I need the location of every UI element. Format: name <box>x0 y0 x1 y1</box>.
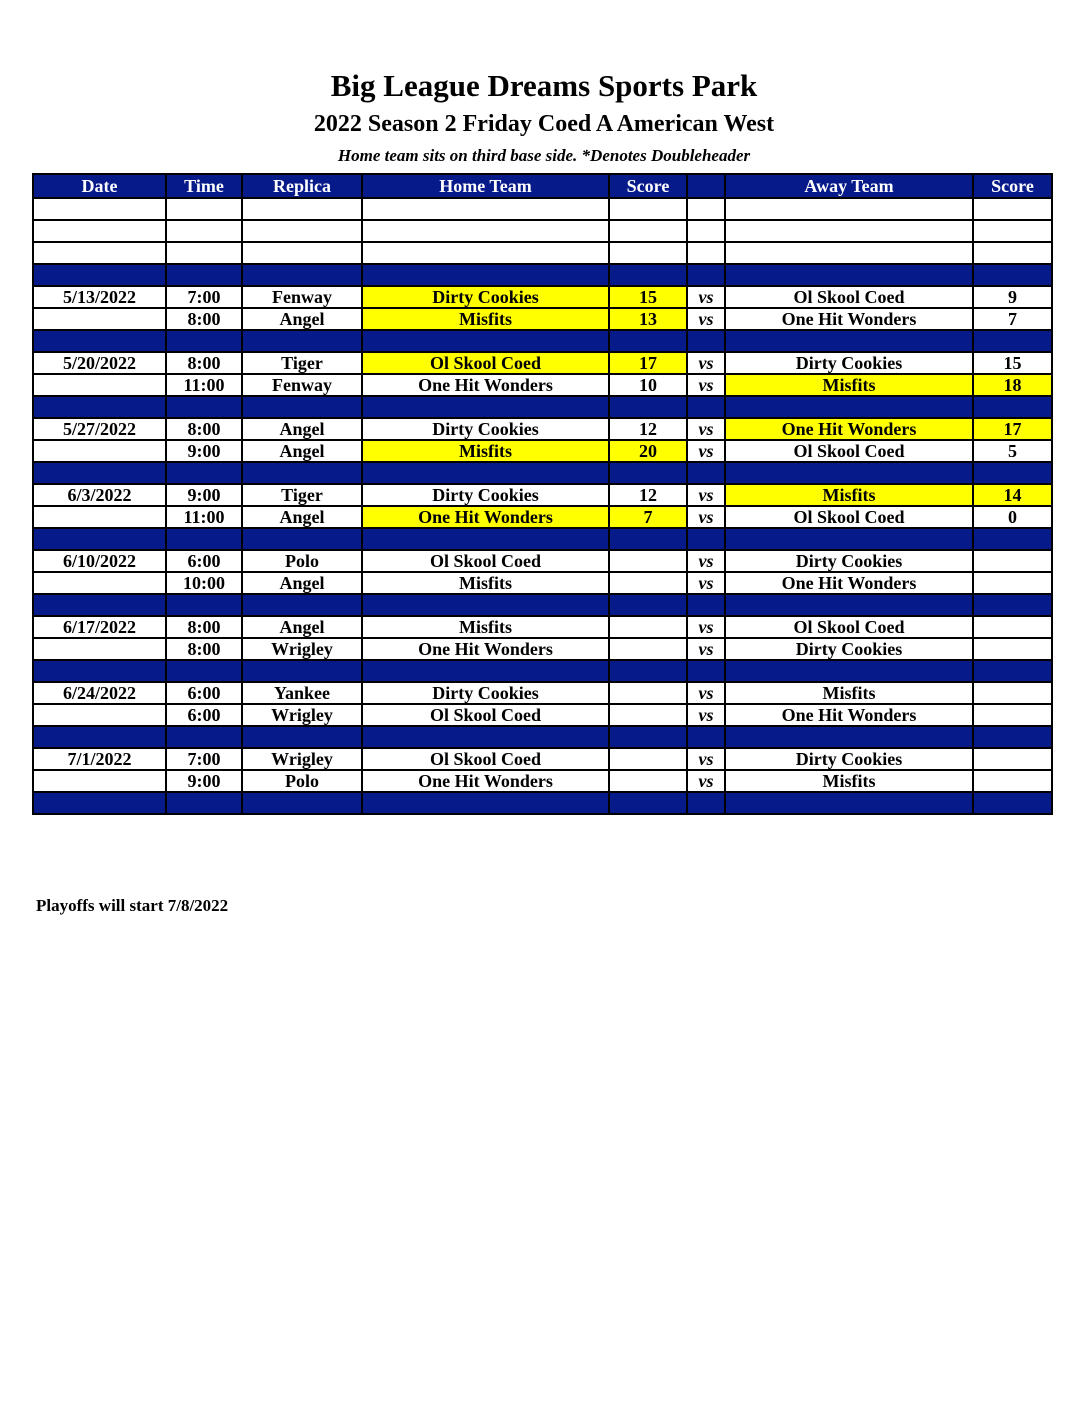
date-cell <box>33 572 166 594</box>
replica-cell <box>242 726 362 748</box>
away-team-cell: Ol Skool Coed <box>725 440 973 462</box>
date-cell <box>33 220 166 242</box>
vs-cell <box>687 264 725 286</box>
col-header-home-team: Home Team <box>362 174 609 198</box>
time-cell <box>166 396 242 418</box>
game-row <box>33 638 1052 660</box>
home-score-cell <box>609 792 687 814</box>
home-score-cell <box>609 616 687 638</box>
vs-cell: vs <box>687 748 725 770</box>
time-cell: 7:00 <box>166 748 242 770</box>
date-cell <box>33 308 166 330</box>
date-cell <box>33 462 166 484</box>
vs-cell <box>687 528 725 550</box>
schedule-table <box>32 173 1053 815</box>
away-team-cell: Ol Skool Coed <box>725 506 973 528</box>
home-score-cell <box>609 682 687 704</box>
date-cell: 6/10/2022 <box>33 550 166 572</box>
home-team-cell <box>362 264 609 286</box>
home-score-cell <box>609 594 687 616</box>
home-score-cell: 20 <box>609 440 687 462</box>
home-score-cell <box>609 330 687 352</box>
date-cell <box>33 792 166 814</box>
home-team-cell <box>362 660 609 682</box>
away-score-cell <box>973 330 1052 352</box>
home-team-cell <box>362 198 609 220</box>
home-team-cell: Dirty Cookies <box>362 682 609 704</box>
away-score-cell <box>973 220 1052 242</box>
time-cell <box>166 528 242 550</box>
blank-row <box>33 198 1052 220</box>
home-team-cell: Dirty Cookies <box>362 418 609 440</box>
time-cell <box>166 462 242 484</box>
replica-cell: Tiger <box>242 352 362 374</box>
home-score-cell <box>609 198 687 220</box>
replica-cell: Angel <box>242 440 362 462</box>
away-team-cell: One Hit Wonders <box>725 418 973 440</box>
away-team-cell <box>725 242 973 264</box>
home-score-cell <box>609 704 687 726</box>
date-cell: 6/3/2022 <box>33 484 166 506</box>
vs-cell: vs <box>687 440 725 462</box>
home-team-cell: Dirty Cookies <box>362 484 609 506</box>
separator-row <box>33 396 1052 418</box>
date-cell <box>33 638 166 660</box>
vs-cell: vs <box>687 682 725 704</box>
away-score-cell <box>973 682 1052 704</box>
home-score-cell <box>609 220 687 242</box>
vs-cell: vs <box>687 374 725 396</box>
away-score-cell: 7 <box>973 308 1052 330</box>
away-team-cell: Dirty Cookies <box>725 550 973 572</box>
replica-cell <box>242 396 362 418</box>
date-cell: 5/13/2022 <box>33 286 166 308</box>
vs-cell: vs <box>687 704 725 726</box>
away-score-cell <box>973 264 1052 286</box>
home-team-cell: Ol Skool Coed <box>362 550 609 572</box>
replica-cell: Wrigley <box>242 704 362 726</box>
date-cell: 5/20/2022 <box>33 352 166 374</box>
time-cell: 8:00 <box>166 638 242 660</box>
home-team-cell: Ol Skool Coed <box>362 352 609 374</box>
page-title: Big League Dreams Sports Park <box>330 68 758 103</box>
away-score-cell: 0 <box>973 506 1052 528</box>
replica-cell <box>242 330 362 352</box>
vs-cell <box>687 242 725 264</box>
away-score-cell <box>973 726 1052 748</box>
replica-cell: Polo <box>242 770 362 792</box>
game-row <box>33 506 1052 528</box>
time-cell: 8:00 <box>166 616 242 638</box>
game-row <box>33 748 1052 770</box>
home-score-cell <box>609 550 687 572</box>
replica-cell <box>242 594 362 616</box>
home-score-cell: 12 <box>609 418 687 440</box>
game-row <box>33 352 1052 374</box>
vs-cell: vs <box>687 352 725 374</box>
replica-cell: Fenway <box>242 286 362 308</box>
vs-cell: vs <box>687 616 725 638</box>
home-team-cell: Misfits <box>362 440 609 462</box>
vs-cell <box>687 198 725 220</box>
replica-cell: Wrigley <box>242 748 362 770</box>
replica-cell <box>242 462 362 484</box>
time-cell: 11:00 <box>166 506 242 528</box>
time-cell <box>166 792 242 814</box>
date-cell: 7/1/2022 <box>33 748 166 770</box>
separator-row <box>33 528 1052 550</box>
page-subtitle: 2022 Season 2 Friday Coed A American West <box>313 111 775 137</box>
away-team-cell: One Hit Wonders <box>725 308 973 330</box>
home-score-cell <box>609 396 687 418</box>
vs-cell <box>687 594 725 616</box>
vs-cell: vs <box>687 770 725 792</box>
time-cell <box>166 594 242 616</box>
home-score-cell <box>609 264 687 286</box>
separator-row <box>33 330 1052 352</box>
playoffs-note: Playoffs will start 7/8/2022 <box>36 896 229 915</box>
date-cell <box>33 528 166 550</box>
away-score-cell: 18 <box>973 374 1052 396</box>
home-score-cell <box>609 660 687 682</box>
vs-cell: vs <box>687 638 725 660</box>
vs-cell <box>687 220 725 242</box>
away-team-cell: One Hit Wonders <box>725 704 973 726</box>
replica-cell: Angel <box>242 308 362 330</box>
away-team-cell: One Hit Wonders <box>725 572 973 594</box>
time-cell: 6:00 <box>166 704 242 726</box>
vs-cell <box>687 396 725 418</box>
col-header-time: Time <box>166 174 242 198</box>
home-team-cell <box>362 528 609 550</box>
game-row <box>33 682 1052 704</box>
away-score-cell <box>973 594 1052 616</box>
vs-cell: vs <box>687 572 725 594</box>
away-score-cell <box>973 550 1052 572</box>
separator-row <box>33 660 1052 682</box>
away-team-cell <box>725 528 973 550</box>
date-cell: 6/24/2022 <box>33 682 166 704</box>
home-team-cell: Dirty Cookies <box>362 286 609 308</box>
game-row <box>33 572 1052 594</box>
vs-cell <box>687 792 725 814</box>
game-row <box>33 286 1052 308</box>
col-header-home-score: Score <box>609 174 687 198</box>
home-team-cell <box>362 220 609 242</box>
time-cell <box>166 660 242 682</box>
time-cell: 6:00 <box>166 550 242 572</box>
separator-row <box>33 792 1052 814</box>
home-team-cell: Misfits <box>362 572 609 594</box>
home-score-cell: 17 <box>609 352 687 374</box>
separator-row <box>33 726 1052 748</box>
away-team-cell <box>725 198 973 220</box>
time-cell: 8:00 <box>166 418 242 440</box>
away-team-cell <box>725 660 973 682</box>
separator-row <box>33 594 1052 616</box>
replica-cell <box>242 198 362 220</box>
vs-cell: vs <box>687 418 725 440</box>
away-team-cell: Dirty Cookies <box>725 748 973 770</box>
time-cell: 8:00 <box>166 352 242 374</box>
replica-cell: Tiger <box>242 484 362 506</box>
away-score-cell: 15 <box>973 352 1052 374</box>
away-score-cell <box>973 770 1052 792</box>
replica-cell: Polo <box>242 550 362 572</box>
home-team-cell <box>362 594 609 616</box>
away-score-cell <box>973 528 1052 550</box>
replica-cell <box>242 792 362 814</box>
date-cell <box>33 198 166 220</box>
replica-cell: Angel <box>242 616 362 638</box>
blank-row <box>33 220 1052 242</box>
game-row <box>33 418 1052 440</box>
home-team-cell: One Hit Wonders <box>362 374 609 396</box>
home-team-cell <box>362 396 609 418</box>
home-score-cell: 7 <box>609 506 687 528</box>
time-cell <box>166 220 242 242</box>
replica-cell: Yankee <box>242 682 362 704</box>
home-score-cell: 12 <box>609 484 687 506</box>
home-team-cell: Ol Skool Coed <box>362 748 609 770</box>
col-header-away-team: Away Team <box>725 174 973 198</box>
away-score-cell <box>973 198 1052 220</box>
away-score-cell <box>973 704 1052 726</box>
game-row <box>33 484 1052 506</box>
time-cell: 6:00 <box>166 682 242 704</box>
vs-cell <box>687 726 725 748</box>
away-team-cell: Dirty Cookies <box>725 352 973 374</box>
home-score-cell <box>609 748 687 770</box>
away-team-cell <box>725 726 973 748</box>
replica-cell <box>242 660 362 682</box>
home-team-cell <box>362 792 609 814</box>
vs-cell: vs <box>687 484 725 506</box>
home-score-cell <box>609 528 687 550</box>
time-cell: 8:00 <box>166 308 242 330</box>
replica-cell <box>242 528 362 550</box>
away-score-cell <box>973 396 1052 418</box>
date-cell <box>33 660 166 682</box>
time-cell: 10:00 <box>166 572 242 594</box>
home-team-cell <box>362 242 609 264</box>
date-cell: 6/17/2022 <box>33 616 166 638</box>
time-cell <box>166 198 242 220</box>
away-team-cell: Misfits <box>725 770 973 792</box>
away-score-cell <box>973 616 1052 638</box>
home-score-cell <box>609 770 687 792</box>
away-team-cell <box>725 220 973 242</box>
game-row <box>33 616 1052 638</box>
home-team-cell: Ol Skool Coed <box>362 704 609 726</box>
away-score-cell: 9 <box>973 286 1052 308</box>
date-cell <box>33 704 166 726</box>
blank-row <box>33 242 1052 264</box>
replica-cell: Angel <box>242 418 362 440</box>
away-team-cell <box>725 330 973 352</box>
away-team-cell: Dirty Cookies <box>725 638 973 660</box>
schedule-body <box>33 198 1052 814</box>
header-row <box>33 174 1052 198</box>
away-team-cell <box>725 792 973 814</box>
vs-cell: vs <box>687 286 725 308</box>
time-cell: 9:00 <box>166 440 242 462</box>
vs-cell <box>687 330 725 352</box>
home-score-cell <box>609 572 687 594</box>
date-cell <box>33 264 166 286</box>
away-team-cell: Misfits <box>725 374 973 396</box>
date-cell <box>33 374 166 396</box>
date-cell <box>33 242 166 264</box>
home-team-cell: One Hit Wonders <box>362 770 609 792</box>
home-team-cell <box>362 462 609 484</box>
separator-row <box>33 264 1052 286</box>
home-team-cell: Misfits <box>362 616 609 638</box>
away-team-cell: Misfits <box>725 484 973 506</box>
away-score-cell <box>973 462 1052 484</box>
replica-cell: Fenway <box>242 374 362 396</box>
time-cell <box>166 242 242 264</box>
home-score-cell <box>609 638 687 660</box>
replica-cell <box>242 264 362 286</box>
date-cell <box>33 594 166 616</box>
vs-cell <box>687 660 725 682</box>
col-header-date: Date <box>33 174 166 198</box>
vs-cell <box>687 462 725 484</box>
vs-cell: vs <box>687 308 725 330</box>
away-team-cell: Misfits <box>725 682 973 704</box>
replica-cell <box>242 242 362 264</box>
game-row <box>33 770 1052 792</box>
date-cell <box>33 726 166 748</box>
away-score-cell: 5 <box>973 440 1052 462</box>
game-row <box>33 308 1052 330</box>
home-team-cell <box>362 726 609 748</box>
away-score-cell <box>973 638 1052 660</box>
home-team-cell: Misfits <box>362 308 609 330</box>
time-cell: 9:00 <box>166 484 242 506</box>
home-score-cell <box>609 462 687 484</box>
away-score-cell: 14 <box>973 484 1052 506</box>
time-cell <box>166 264 242 286</box>
away-score-cell <box>973 242 1052 264</box>
date-cell <box>33 506 166 528</box>
game-row <box>33 374 1052 396</box>
away-score-cell <box>973 748 1052 770</box>
date-cell <box>33 770 166 792</box>
home-score-cell <box>609 242 687 264</box>
date-cell <box>33 440 166 462</box>
replica-cell: Angel <box>242 572 362 594</box>
away-team-cell <box>725 396 973 418</box>
home-score-cell: 10 <box>609 374 687 396</box>
away-score-cell: 17 <box>973 418 1052 440</box>
col-header-away-score: Score <box>973 174 1052 198</box>
away-team-cell: Ol Skool Coed <box>725 616 973 638</box>
separator-row <box>33 462 1052 484</box>
away-team-cell <box>725 462 973 484</box>
away-score-cell <box>973 792 1052 814</box>
time-cell: 9:00 <box>166 770 242 792</box>
time-cell: 11:00 <box>166 374 242 396</box>
away-score-cell <box>973 660 1052 682</box>
home-score-cell <box>609 726 687 748</box>
date-cell: 5/27/2022 <box>33 418 166 440</box>
time-cell <box>166 726 242 748</box>
game-row <box>33 440 1052 462</box>
time-cell <box>166 330 242 352</box>
game-row <box>33 550 1052 572</box>
home-team-cell: One Hit Wonders <box>362 638 609 660</box>
home-team-cell <box>362 330 609 352</box>
away-score-cell <box>973 572 1052 594</box>
header-note: Home team sits on third base side. *Denotes Doubleheader <box>337 146 751 165</box>
col-header-replica: Replica <box>242 174 362 198</box>
away-team-cell <box>725 264 973 286</box>
col-header-vs <box>687 174 725 198</box>
date-cell <box>33 396 166 418</box>
vs-cell: vs <box>687 506 725 528</box>
replica-cell <box>242 220 362 242</box>
time-cell: 7:00 <box>166 286 242 308</box>
replica-cell: Wrigley <box>242 638 362 660</box>
game-row <box>33 704 1052 726</box>
home-score-cell: 15 <box>609 286 687 308</box>
home-team-cell: One Hit Wonders <box>362 506 609 528</box>
vs-cell: vs <box>687 550 725 572</box>
date-cell <box>33 330 166 352</box>
replica-cell: Angel <box>242 506 362 528</box>
away-team-cell <box>725 594 973 616</box>
home-score-cell: 13 <box>609 308 687 330</box>
away-team-cell: Ol Skool Coed <box>725 286 973 308</box>
